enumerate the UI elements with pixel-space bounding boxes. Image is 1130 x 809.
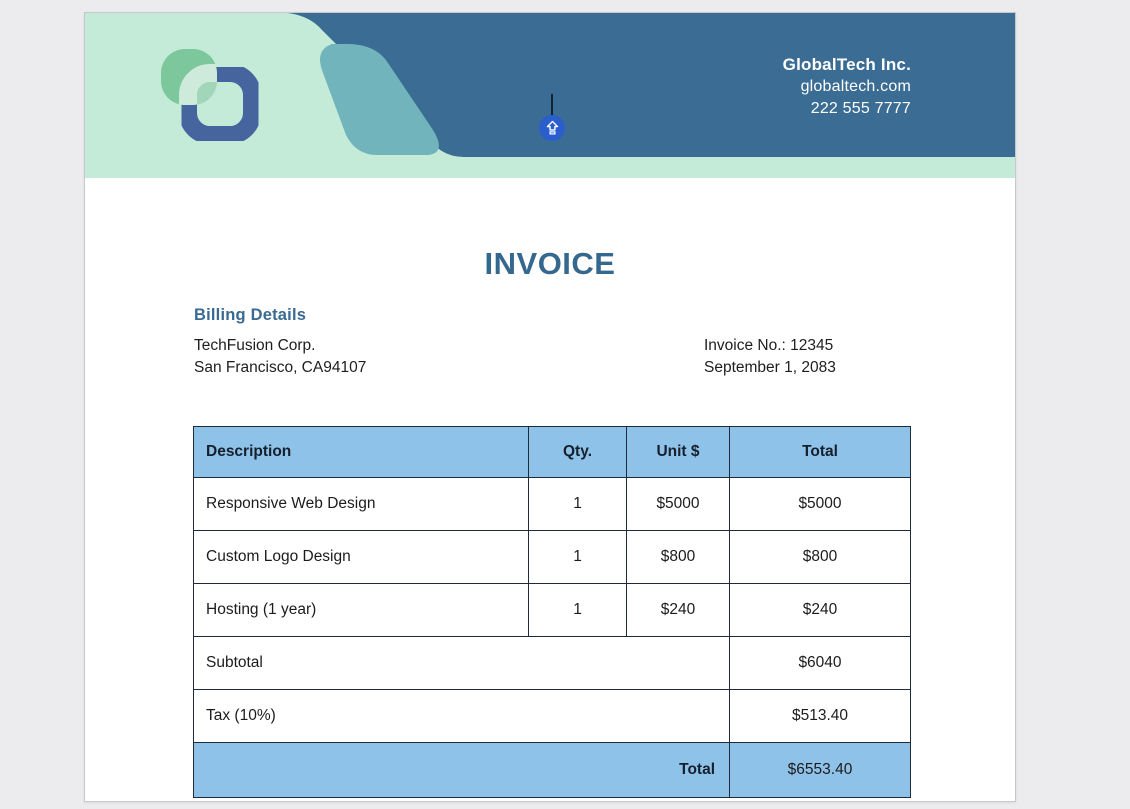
invoice-date: September 1, 2083	[704, 359, 836, 376]
billing-details-heading: Billing Details	[194, 306, 307, 324]
company-name: GlobalTech Inc.	[782, 55, 911, 74]
item-qty-cell: 1	[529, 478, 627, 531]
billing-details-block	[194, 335, 366, 379]
item-description-cell: Responsive Web Design	[194, 478, 529, 531]
item-description-cell: Custom Logo Design	[194, 531, 529, 584]
item-qty-cell: 1	[529, 584, 627, 637]
col-header-unit-price: Unit $	[627, 427, 730, 478]
billing-address: San Francisco, CA94107	[194, 359, 367, 376]
col-header-description: Description	[194, 427, 529, 478]
invoice-meta-block	[704, 335, 836, 379]
invoice-number: Invoice No.: 12345	[704, 337, 834, 354]
invoice-table	[193, 426, 911, 798]
tax-row	[194, 690, 911, 743]
tax-value: $513.40	[730, 690, 911, 743]
invoice-header-banner	[85, 13, 1015, 178]
item-unit-price-cell: $800	[627, 531, 730, 584]
invoice-document-page	[84, 12, 1016, 802]
table-row	[194, 584, 911, 637]
table-row	[194, 478, 911, 531]
item-description-cell: Hosting (1 year)	[194, 584, 529, 637]
item-total-cell: $5000	[730, 478, 911, 531]
grand-total-value: $6553.40	[730, 743, 911, 798]
grand-total-row	[194, 743, 911, 798]
invoice-title: INVOICE	[484, 246, 616, 281]
upload-icon	[545, 120, 560, 136]
item-unit-price-cell: $240	[627, 584, 730, 637]
company-info	[783, 54, 911, 120]
item-total-cell: $800	[730, 531, 911, 584]
col-header-total: Total	[730, 427, 911, 478]
subtotal-label: Subtotal	[194, 637, 730, 690]
insert-marker-button[interactable]	[539, 115, 565, 141]
table-row	[194, 531, 911, 584]
item-qty-cell: 1	[529, 531, 627, 584]
company-logo	[161, 49, 252, 135]
col-header-qty: Qty.	[529, 427, 627, 478]
company-phone: 222 555 7777	[810, 100, 911, 117]
table-header-row	[194, 427, 911, 478]
item-total-cell: $240	[730, 584, 911, 637]
billing-company: TechFusion Corp.	[194, 337, 316, 354]
tax-label: Tax (10%)	[194, 690, 730, 743]
text-cursor	[551, 94, 553, 116]
item-unit-price-cell: $5000	[627, 478, 730, 531]
subtotal-value: $6040	[730, 637, 911, 690]
grand-total-label: Total	[194, 743, 730, 798]
subtotal-row	[194, 637, 911, 690]
company-website: globaltech.com	[800, 78, 911, 95]
